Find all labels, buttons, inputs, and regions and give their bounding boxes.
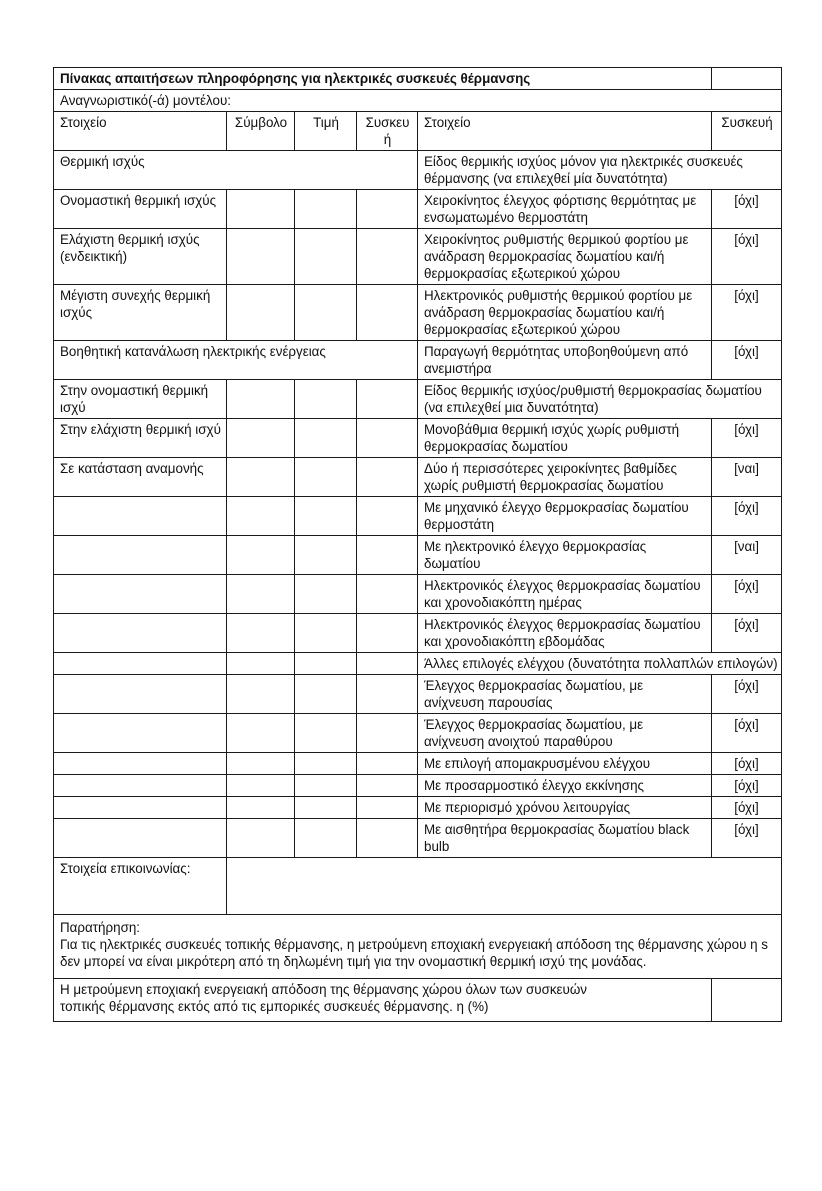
blank-cell: [54, 753, 227, 775]
header-item-right: Στοιχείο: [418, 112, 712, 151]
electronic-room-value: [ναι]: [712, 536, 782, 575]
max-value-cell: [295, 285, 357, 341]
blank-cell: [357, 614, 418, 653]
electronic-day-label: Ηλεκτρονικός έλεγχος θερμοκρασίας δωματίου και χρονοδιακόπτη ημέρας: [418, 575, 712, 614]
manual-feedback-label: Χειροκίνητος ρυθμιστής θερμικού φορτίου με ανάδραση θερμοκρασίας δωματίου και/ή θερμοκρασίας εξωτερικού χώρου: [418, 229, 712, 285]
other-options-header: Άλλες επιλογές ελέγχου (δυνατότητα πολλαπλών επιλογών): [418, 653, 782, 675]
manual-feedback-value: [όχι]: [712, 229, 782, 285]
at-minimum-unit-cell: [357, 419, 418, 458]
requirements-table: [53, 67, 782, 1022]
standby-label: Σε κατάσταση αναμονής: [54, 458, 227, 497]
blank-cell: [357, 497, 418, 536]
aux-consumption-label: Βοηθητική κατανάλωση ηλεκτρικής ενέργειας: [54, 341, 418, 380]
open-window-label: Έλεγχος θερμοκρασίας δωματίου, με ανίχνευση ανοιχτού παραθύρου: [418, 714, 712, 753]
at-minimum-value-cell: [295, 419, 357, 458]
blank-cell: [295, 497, 357, 536]
heat-type-header: Είδος θερμικής ισχύος μόνον για ηλεκτρικές συσκευές θέρμανσης (να επιλεχθεί μία δυνατότητα): [418, 151, 782, 190]
at-nominal-symbol-cell: [227, 380, 295, 419]
electronic-room-label: Με ηλεκτρονικό έλεγχο θερμοκρασίας δωματίου: [418, 536, 712, 575]
electronic-week-value: [όχι]: [712, 614, 782, 653]
blank-cell: [357, 536, 418, 575]
fan-assisted-value: [όχι]: [712, 341, 782, 380]
at-nominal-unit-cell: [357, 380, 418, 419]
electronic-day-value: [όχι]: [712, 575, 782, 614]
at-minimum-symbol-cell: [227, 419, 295, 458]
blank-cell: [295, 775, 357, 797]
two-or-more-label: Δύο ή περισσότερες χειροκίνητες βαθμίδες χωρίς ρυθμιστή θερμοκρασίας δωματίου: [418, 458, 712, 497]
at-minimum-label: Στην ελάχιστη θερμική ισχύ: [54, 419, 227, 458]
blank-cell: [54, 653, 227, 675]
standby-symbol-cell: [227, 458, 295, 497]
blank-cell: [295, 575, 357, 614]
blank-cell: [227, 714, 295, 753]
minimum-value-cell: [295, 229, 357, 285]
nominal-symbol-cell: [227, 190, 295, 229]
blank-cell: [357, 797, 418, 819]
heat-output-label: Θερμική ισχύς: [54, 151, 418, 190]
nominal-heat-output-label: Ονομαστική θερμική ισχύς: [54, 190, 227, 229]
efficiency-value-field[interactable]: [712, 979, 782, 1022]
nominal-value-cell: [295, 190, 357, 229]
time-limit-value: [όχι]: [712, 797, 782, 819]
minimum-unit-cell: [357, 229, 418, 285]
blank-cell: [54, 614, 227, 653]
header-item-left: Στοιχείο: [54, 112, 227, 151]
control-type-header: Είδος θερμικής ισχύος/ρυθμιστή θερμοκρασίας δωματίου (να επιλεχθεί μια δυνατότητα): [418, 380, 782, 419]
open-window-value: [όχι]: [712, 714, 782, 753]
distance-control-value: [όχι]: [712, 753, 782, 775]
two-or-more-value: [ναι]: [712, 458, 782, 497]
manual-charge-value: [όχι]: [712, 190, 782, 229]
mechanical-thermostat-value: [όχι]: [712, 497, 782, 536]
minimum-symbol-cell: [227, 229, 295, 285]
electronic-week-label: Ηλεκτρονικός έλεγχος θερμοκρασίας δωματίου και χρονοδιακόπτη εβδομάδας: [418, 614, 712, 653]
time-limit-label: Με περιορισμό χρόνου λειτουργίας: [418, 797, 712, 819]
black-bulb-value: [όχι]: [712, 819, 782, 858]
blank-cell: [54, 775, 227, 797]
efficiency-label-text: Η μετρούμενη εποχιακή ενεργειακή απόδοση της θέρμανσης χώρου όλων των συσκευών τοπικής θέρμανσης εκτός από τις εμπορικές συσκευές θέρμανσης. η (%): [60, 982, 588, 1014]
blank-cell: [227, 753, 295, 775]
blank-cell: [357, 753, 418, 775]
blank-cell: [357, 653, 418, 675]
blank-cell: [295, 753, 357, 775]
header-symbol: Σύμβολο: [227, 112, 295, 151]
minimum-heat-output-label: Ελάχιστη θερμική ισχύς (ενδεικτική): [54, 229, 227, 285]
model-identifier-label: Αναγνωριστικό(-ά) μοντέλου:: [54, 90, 782, 112]
max-continuous-heat-output-label: Μέγιστη συνεχής θερμική ισχύς: [54, 285, 227, 341]
blank-cell: [227, 819, 295, 858]
remark-text: Για τις ηλεκτρικές συσκευές τοπικής θέρμανσης, η μετρούμενη εποχιακή ενεργειακή απόδοση της θέρμανσης χώρου η s δεν μπορεί να είναι μικρότερη από τη δηλωμένη τιμή για την ονομαστική θερμική ισχύ της μονάδας.: [60, 937, 768, 969]
blank-cell: [227, 797, 295, 819]
blank-cell: [357, 575, 418, 614]
electronic-feedback-value: [όχι]: [712, 285, 782, 341]
header-unit-left: Συσκευή: [357, 112, 418, 151]
blank-cell: [54, 536, 227, 575]
contact-details-label: Στοιχεία επικοινωνίας:: [54, 858, 227, 915]
form-title: Πίνακας απαιτήσεων πληροφόρησης για ηλεκτρικές συσκευές θέρμανσης: [54, 68, 712, 90]
black-bulb-label: Με αισθητήρα θερμοκρασίας δωματίου black bulb: [418, 819, 712, 858]
blank-cell: [54, 575, 227, 614]
at-nominal-value-cell: [295, 380, 357, 419]
presence-detection-value: [όχι]: [712, 675, 782, 714]
nominal-unit-cell: [357, 190, 418, 229]
blank-cell: [227, 653, 295, 675]
mechanical-thermostat-label: Με μηχανικό έλεγχο θερμοκρασίας δωματίου θερμοστάτη: [418, 497, 712, 536]
blank-cell: [54, 819, 227, 858]
blank-cell: [295, 797, 357, 819]
blank-cell: [295, 714, 357, 753]
electronic-feedback-label: Ηλεκτρονικός ρυθμιστής θερμικού φορτίου με ανάδραση θερμοκρασίας δωματίου και/ή θερμοκρασίας εξωτερικού χώρου: [418, 285, 712, 341]
adaptive-start-label: Με προσαρμοστικό έλεγχο εκκίνησης: [418, 775, 712, 797]
blank-cell: [357, 775, 418, 797]
max-unit-cell: [357, 285, 418, 341]
blank-cell: [357, 714, 418, 753]
contact-details-field[interactable]: [227, 858, 782, 915]
manual-charge-label: Χειροκίνητος έλεγχος φόρτισης θερμότητας με ενσωματωμένο θερμοστάτη: [418, 190, 712, 229]
blank-cell: [54, 675, 227, 714]
blank-cell: [227, 536, 295, 575]
title-blank-cell: [712, 68, 782, 90]
blank-cell: [295, 675, 357, 714]
blank-cell: [357, 675, 418, 714]
blank-cell: [295, 536, 357, 575]
header-row: [54, 112, 782, 151]
blank-cell: [54, 714, 227, 753]
efficiency-label: [54, 979, 712, 1022]
blank-cell: [54, 497, 227, 536]
blank-cell: [295, 653, 357, 675]
at-nominal-label: Στην ονομαστική θερμική ισχύ: [54, 380, 227, 419]
blank-cell: [54, 797, 227, 819]
header-unit-right: Συσκευή: [712, 112, 782, 151]
remark-title: Παρατήρηση:: [60, 920, 141, 935]
information-requirements-form: [53, 67, 781, 1022]
blank-cell: [295, 614, 357, 653]
standby-value-cell: [295, 458, 357, 497]
fan-assisted-label: Παραγωγή θερμότητας υποβοηθούμενη από ανεμιστήρα: [418, 341, 712, 380]
single-stage-value: [όχι]: [712, 419, 782, 458]
standby-unit-cell: [357, 458, 418, 497]
max-symbol-cell: [227, 285, 295, 341]
remark-cell: [54, 915, 782, 979]
presence-detection-label: Έλεγχος θερμοκρασίας δωματίου, με ανίχνευση παρουσίας: [418, 675, 712, 714]
blank-cell: [227, 497, 295, 536]
distance-control-label: Με επιλογή απομακρυσμένου ελέγχου: [418, 753, 712, 775]
blank-cell: [227, 775, 295, 797]
header-value: Τιμή: [295, 112, 357, 151]
blank-cell: [227, 575, 295, 614]
adaptive-start-value: [όχι]: [712, 775, 782, 797]
single-stage-label: Μονοβάθμια θερμική ισχύς χωρίς ρυθμιστή θερμοκρασίας δωματίου: [418, 419, 712, 458]
blank-cell: [227, 614, 295, 653]
blank-cell: [295, 819, 357, 858]
blank-cell: [227, 675, 295, 714]
blank-cell: [357, 819, 418, 858]
